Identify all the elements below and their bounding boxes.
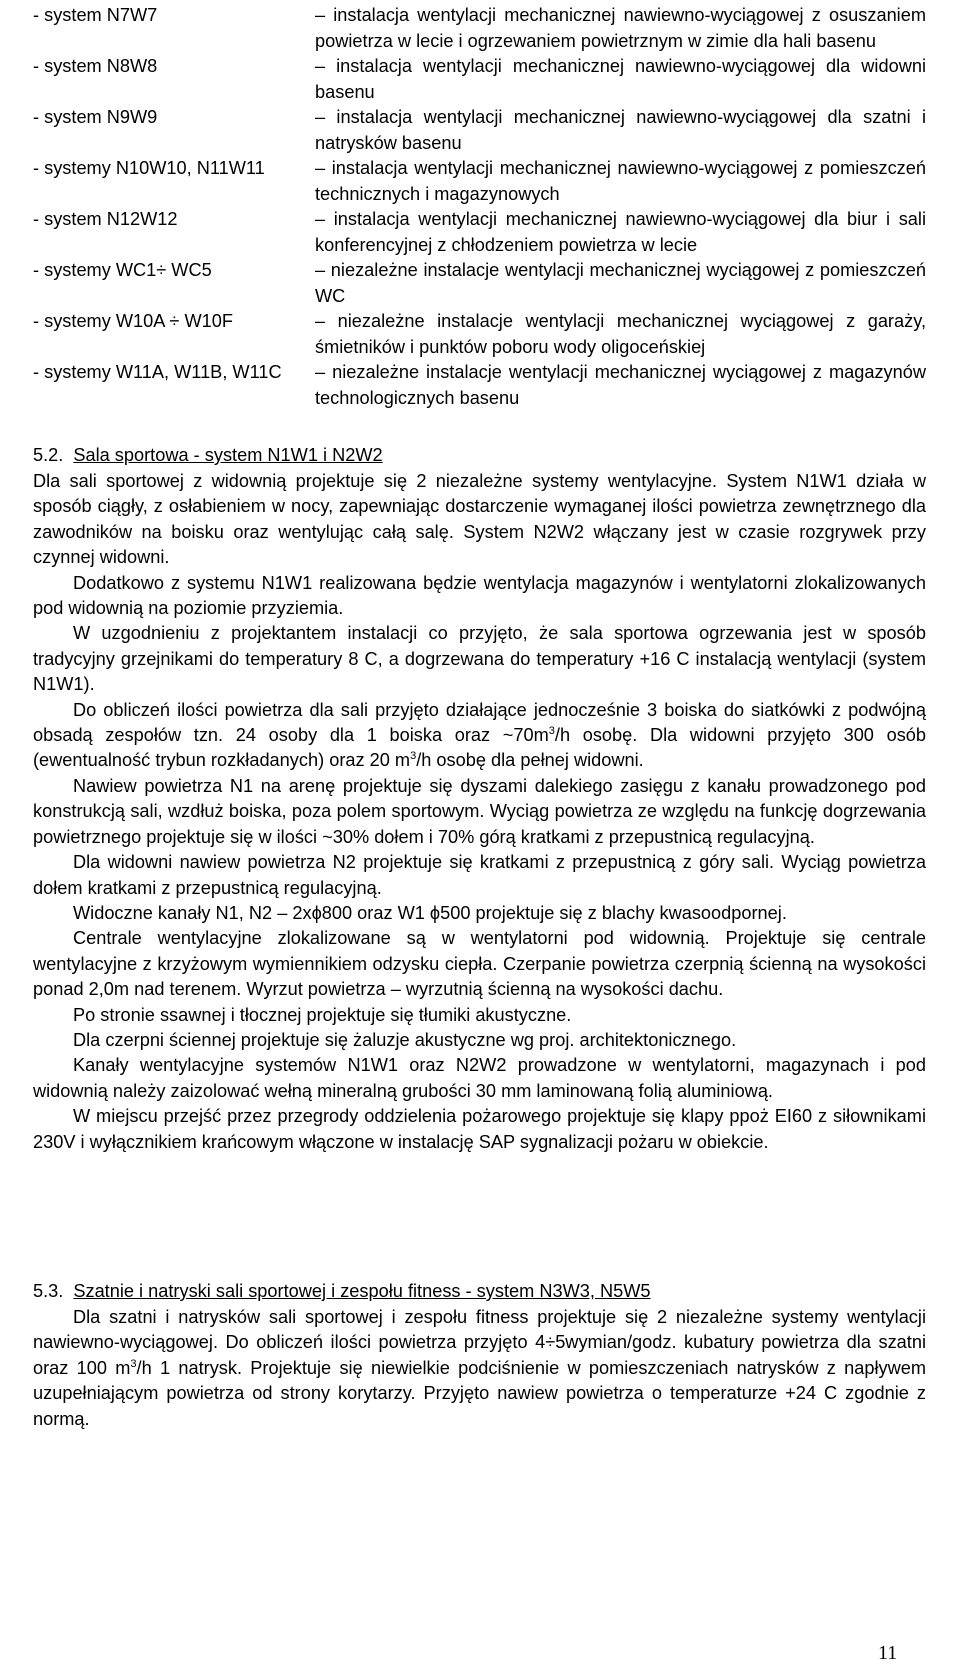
paragraph [33, 698, 926, 774]
paragraph: Nawiew powietrza N1 na arenę projektuje się dyszami dalekiego zasięgu z kanału prowadzonego pod konstrukcją sali, wzdłuż boiska, poza polem sportowym. Wyciąg powietrza ze względu na funkcję dogrzewania powietrznego projektuje się w ilości ~30% dołem i 70% górą kratkami z przepustnicą regulacyjną. [33, 775, 926, 847]
superscript: 3 [410, 750, 417, 763]
paragraph: W uzgodnieniu z projektantem instalacji co przyjęto, że sala sportowa ogrzewania jest w sposób tradycyjny grzejnikami do temperatury 8 C, a dogrzewana do temperatury +16 C instalacją wentylacji (system N1W1). [33, 623, 926, 695]
system-description: – instalacja wentylacji mechanicznej nawiewno-wyciągowej dla biur i sali konferencyjnej z chłodzeniem powietrza w lecie [315, 209, 926, 255]
section-number: 5.2. [33, 445, 64, 465]
system-row [33, 105, 926, 156]
section-title: Szatnie i natryski sali sportowej i zespołu fitness - system N3W3, N5W5 [73, 1281, 651, 1301]
system-description: – instalacja wentylacji mechanicznej nawiewno-wyciągowej dla widowni basenu [315, 56, 926, 102]
system-label: - system N12W12 [33, 209, 178, 229]
page-number: 11 [878, 1642, 898, 1664]
system-description: – instalacja wentylacji mechanicznej nawiewno-wyciągowej z pomieszczeń technicznych i magazynowych [315, 158, 926, 204]
section-5-2-body [33, 469, 926, 1155]
system-label: - systemy N10W10, N11W11 [33, 158, 265, 178]
superscript: 3 [548, 725, 555, 737]
paragraph-text: /h 1 natrysk. Projektuje się niewielkie podciśnienie w pomieszczeniach natrysków z napływem uzupełniającym powietrza od strony korytarzy. Przyjęto nawiew powietrza o temperaturze +24 C zgodnie z normą. [33, 1357, 927, 1429]
paragraph-text: /h osobę dla pełnej widowni. [416, 750, 644, 771]
document-page [33, 0, 926, 1675]
section-number: 5.3. [33, 1281, 64, 1301]
system-description: – niezależne instalacje wentylacji mechanicznej wyciągowej z magazynów technologicznych basenu [315, 362, 926, 408]
paragraph: Centrale wentylacyjne zlokalizowane są w wentylatorni pod widownią. Projektuje się centrale wentylacyjne z krzyżowym wymiennikiem odzysku ciepła. Czerpanie powietrza czerpnią ścienną na wysokości ponad 2,0m nad terenem. Wyrzut powietrza – wyrzutnią ścienną na wysokości dachu. [33, 928, 926, 1000]
section-heading-5-3 [33, 1279, 651, 1304]
paragraph: Dodatkowo z systemu N1W1 realizowana będzie wentylacja magazynów i wentylatorni zlokalizowanych pod widownią na poziomie przyziemia. [33, 572, 926, 619]
system-label: - systemy WC1÷ WC5 [33, 260, 212, 280]
paragraph-text: /h osobę. Dla widowni przyjęto 300 osób (ewentualność trybun rozkładanych) oraz 20 m [33, 725, 927, 771]
system-label: - system N7W7 [33, 5, 158, 25]
paragraph-text: Dla szatni i natrysków sali sportowej i zespołu fitness projektuje się 2 niezależne systemy wentylacji nawiewno-wyciągowej. Do obliczeń ilości powietrza przyjęto 4÷5wymian/godz. kubatury powietrza dla szatni oraz 100 m [33, 1307, 926, 1378]
paragraph: Dla sali sportowej z widownią projektuje się 2 niezależne systemy wentylacyjne. System N1W1 działa w sposób ciągły, z osłabieniem w nocy, zapewniając dostarczenie wymaganej ilości powietrza zewnętrznego dla zawodników na boisku oraz wentylując całą salę. System N2W2 włączany jest w czasie rozgrywek przy czynnej widowni. [33, 471, 926, 568]
section-title: Sala sportowa - system N1W1 i N2W2 [73, 445, 383, 465]
system-row [33, 309, 926, 360]
section-heading-5-2 [33, 443, 383, 468]
paragraph: Po stronie ssawnej i tłocznej projektuje się tłumiki akustyczne. [73, 1004, 572, 1025]
paragraph: W miejscu przejść przez przegrody oddzielenia pożarowego projektuje się klapy ppoż EI60 z siłownikami 230V i wyłącznikiem krańcowym włączone w instalację SAP sygnalizacji pożaru w obiekcie. [33, 1106, 926, 1152]
paragraph-text: Do obliczeń ilości powietrza dla sali przyjęto działające jednocześnie 3 boiska do siatkówki z podwójną obsadą zespołów tzn. 24 osoby dla 1 boiska oraz ~70m [33, 699, 926, 746]
paragraph: Widoczne kanały N1, N2 – 2xϕ800 oraz W1 ϕ500 projektuje się z blachy kwasoodpornej. [73, 902, 787, 923]
system-label: - systemy W10A ÷ W10F [33, 311, 233, 331]
paragraph: Dla czerpni ściennej projektuje się żaluzje akustyczne wg proj. architektonicznego. [73, 1029, 737, 1050]
system-row [33, 156, 926, 207]
system-description: – instalacja wentylacji mechanicznej nawiewno-wyciągowej dla szatni i natrysków basenu [315, 107, 926, 153]
system-row [33, 3, 926, 54]
system-row [33, 258, 926, 309]
system-label: - systemy W11A, W11B, W11C [33, 362, 282, 382]
system-row [33, 360, 926, 411]
paragraph [33, 1305, 926, 1432]
system-description: – niezależne instalacje wentylacji mechanicznej wyciągowej z pomieszczeń WC [315, 260, 926, 306]
system-list [33, 3, 926, 411]
system-label: - system N8W8 [33, 56, 158, 76]
system-row [33, 207, 926, 258]
section-5-3-body [33, 1305, 926, 1432]
system-row [33, 54, 926, 105]
paragraph: Kanały wentylacyjne systemów N1W1 oraz N2W2 prowadzone w wentylatorni, magazynach i pod widownią należy zaizolować wełną mineralną grubości 30 mm laminowaną folią aluminiową. [33, 1055, 926, 1101]
superscript: 3 [130, 1357, 137, 1370]
paragraph: Dla widowni nawiew powietrza N2 projektuje się kratkami z przepustnicą z góry sali. Wyciąg powietrza dołem kratkami z przepustnicą regulacyjną. [33, 852, 926, 898]
system-description: – niezależne instalacje wentylacji mechanicznej wyciągowej z garaży, śmietników i punktów poboru wody oligoceńskiej [315, 311, 926, 357]
system-description: – instalacja wentylacji mechanicznej nawiewno-wyciągowej z osuszaniem powietrza w lecie i ogrzewaniem powietrznym w zimie dla hali basenu [315, 5, 926, 51]
system-label: - system N9W9 [33, 107, 158, 127]
